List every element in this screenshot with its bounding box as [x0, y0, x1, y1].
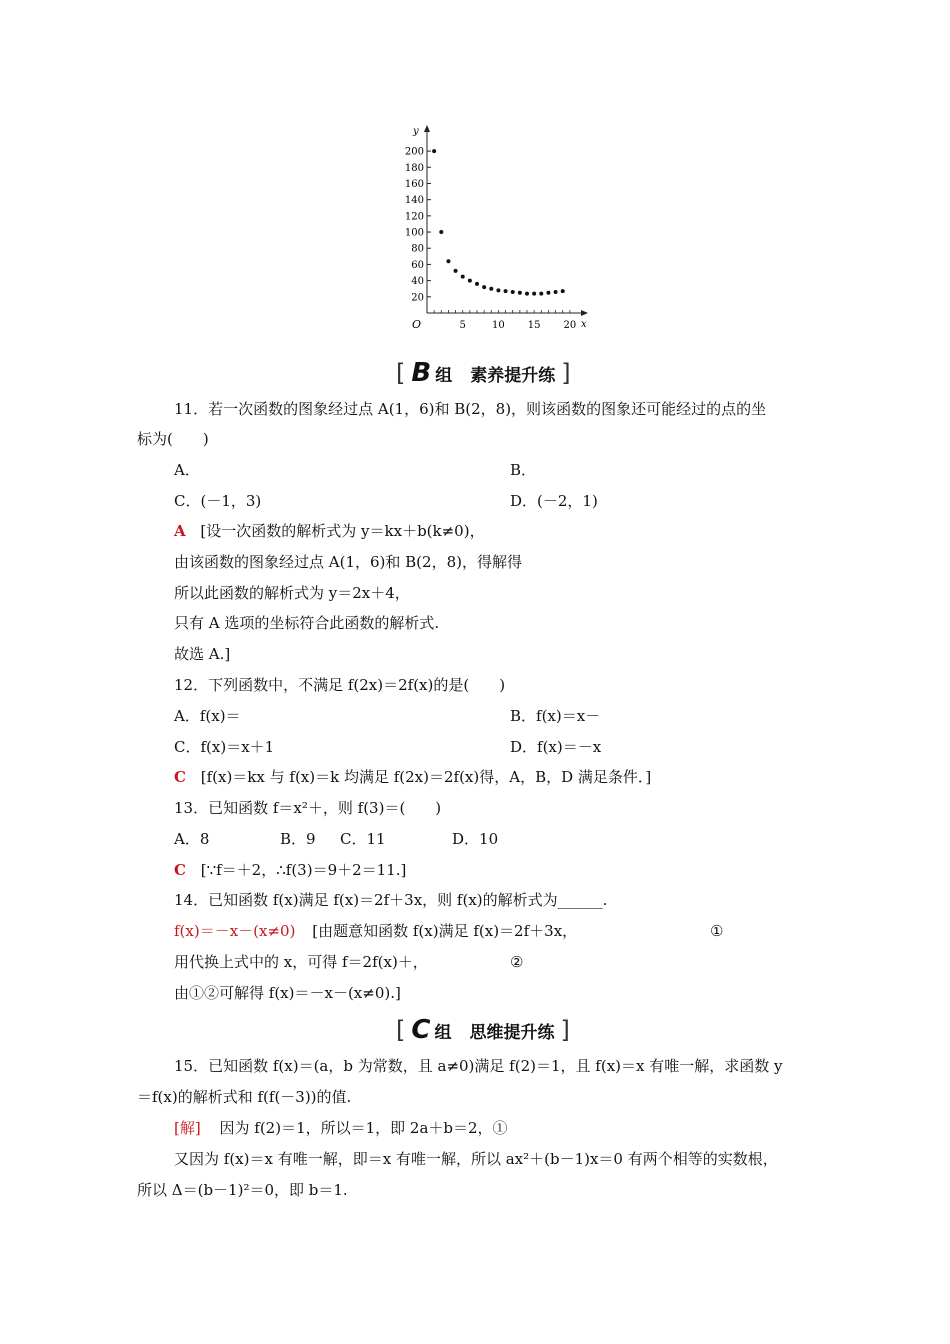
q13-solution: [∵f＝＋2，∴f(3)＝9＋2＝11.]: [200, 861, 407, 879]
q14-eq-mark-1: ①: [710, 922, 724, 940]
x-axis-label: x: [581, 319, 587, 330]
data-point: [461, 275, 465, 279]
origin-label: O: [412, 318, 422, 331]
data-point: [439, 230, 443, 234]
y-tick-label: 40: [411, 276, 424, 288]
q11-answer-key: A: [174, 522, 186, 540]
q11-option-c: C．(－1，3): [174, 492, 262, 510]
y-tick-label: 180: [404, 162, 424, 174]
q15-solution-3: 所以 Δ＝(b－1)²＝0，即 b＝1.: [137, 1181, 348, 1199]
x-tick-label: 20: [563, 320, 577, 331]
y-tick-label: 100: [404, 227, 424, 239]
q13-stem: 13．已知函数 f＝x²＋，则 f(3)＝( ): [174, 799, 442, 817]
q11-option-d: D．(－2，1): [510, 492, 598, 510]
data-point: [539, 292, 543, 296]
x-tick-label: 15: [527, 320, 541, 331]
q12-answer-line: [174, 767, 651, 787]
data-point: [561, 289, 565, 293]
q15-answer-line: [174, 1118, 508, 1138]
y-tick-label: 200: [404, 146, 424, 158]
data-point: [504, 289, 508, 293]
q14-solution: [由题意知函数 f(x)满足 f(x)＝2f＋3x，: [312, 922, 578, 940]
q11-option-b: B．: [510, 461, 537, 479]
q14-solution-2: 用代换上式中的 x，可得 f＝2f(x)＋，: [174, 953, 428, 971]
data-point: [482, 285, 486, 289]
q13-option-a: A．8: [174, 830, 210, 848]
data-point: [554, 290, 558, 294]
q11-option-a: A．: [174, 461, 200, 479]
y-tick-label: 80: [411, 243, 424, 255]
y-tick-label: 140: [404, 195, 424, 207]
data-point: [511, 290, 515, 294]
data-point: [446, 259, 450, 263]
group-letter: B: [411, 358, 432, 388]
q12-option-c: C．f(x)＝x＋1: [174, 738, 275, 756]
bracket-right: ]: [560, 1016, 570, 1044]
q14-solution-3: 由①②可解得 f(x)＝－x－(x≠0).]: [174, 984, 401, 1002]
q12-stem: 12．下列函数中，不满足 f(2x)＝2f(x)的是( ): [174, 676, 506, 694]
q15-solution-2: 又因为 f(x)＝x 有唯一解，即＝x 有唯一解，所以 ax²＋(b－1)x＝0 有两个相等的实数根，: [174, 1150, 778, 1168]
data-point: [454, 269, 458, 273]
data-point: [496, 288, 500, 292]
data-point: [518, 291, 522, 295]
data-point: [546, 291, 550, 295]
x-tick-label: 5: [459, 320, 466, 331]
q14-stem: 14．已知函数 f(x)满足 f(x)＝2f＋3x，则 f(x)的解析式为______.: [174, 891, 608, 909]
section-title: 思维提升练: [469, 1022, 555, 1043]
q12-option-b: B．f(x)＝x－: [510, 707, 601, 725]
bracket-left: [: [396, 1016, 406, 1044]
data-point: [525, 292, 529, 296]
y-tick-label: 160: [404, 178, 424, 190]
section-b-header: [396, 358, 571, 388]
data-point: [489, 287, 493, 291]
q11-stem: 11．若一次函数的图象经过点 A(1，6)和 B(2，8)，则该函数的图象还可能经过的点的坐: [174, 400, 767, 418]
bracket-right: ]: [561, 359, 571, 387]
q11-answer-line: [174, 521, 485, 541]
group-word: 组: [434, 1022, 452, 1043]
q11-stem-cont: 标为( ): [137, 430, 209, 448]
y-tick-label: 20: [411, 292, 424, 304]
data-point: [468, 279, 472, 283]
q11-solution-2: 由该函数的图象经过点 A(1，6)和 B(2，8)，得解得: [174, 553, 522, 571]
data-point: [432, 149, 436, 153]
data-point: [475, 282, 479, 286]
q12-solution: [f(x)＝kx 与 f(x)＝k 均满足 f(2x)＝2f(x)得，A，B，D 满足条件．]: [200, 768, 652, 786]
q15-stem: 15．已知函数 f(x)＝(a，b 为常数，且 a≠0)满足 f(2)＝1，且 f(x)＝x 有唯一解，求函数 y: [174, 1057, 783, 1075]
q11-solution: [设一次函数的解析式为 y＝kx＋b(k≠0)，: [200, 522, 485, 540]
q15-solution: 因为 f(2)＝1，所以＝1，即 2a＋b＝2，①: [219, 1119, 508, 1137]
x-tick-label: 10: [492, 320, 505, 331]
q13-option-b: B．9: [280, 830, 316, 848]
x-axis-arrow: [581, 310, 588, 316]
group-letter: C: [411, 1015, 431, 1045]
section-c-header: [396, 1015, 570, 1045]
q13-option-c: C．11: [340, 830, 386, 848]
q13-option-d: D．10: [452, 830, 499, 848]
q14-eq-mark-2: ②: [510, 953, 524, 971]
q13-answer-key: C: [174, 861, 186, 879]
group-word: 组: [435, 365, 453, 386]
q15-stem-cont: ＝f(x)的解析式和 f(f(－3))的值.: [137, 1088, 352, 1106]
y-axis-arrow: [424, 125, 430, 132]
y-tick-label: 120: [404, 211, 424, 223]
scatter-plot: [395, 120, 595, 340]
q12-option-d: D．f(x)＝－x: [510, 738, 602, 756]
data-point: [532, 292, 536, 296]
q11-solution-5: 故选 A.]: [174, 645, 231, 663]
section-title: 素养提升练: [470, 365, 556, 386]
q14-answer-line: [174, 921, 577, 941]
q13-answer-line: [174, 860, 406, 880]
q14-answer-key: f(x)＝－x－(x≠0): [174, 922, 296, 940]
bracket-left: [: [396, 359, 406, 387]
q15-answer-key: [解]: [174, 1119, 201, 1137]
q12-option-a: A．f(x)＝: [174, 707, 241, 725]
q11-solution-3: 所以此函数的解析式为 y＝2x＋4，: [174, 584, 410, 602]
y-axis-label: y: [413, 126, 419, 137]
q11-solution-4: 只有 A 选项的坐标符合此函数的解析式.: [174, 614, 440, 632]
y-tick-label: 60: [411, 259, 424, 271]
q12-answer-key: C: [174, 768, 186, 786]
